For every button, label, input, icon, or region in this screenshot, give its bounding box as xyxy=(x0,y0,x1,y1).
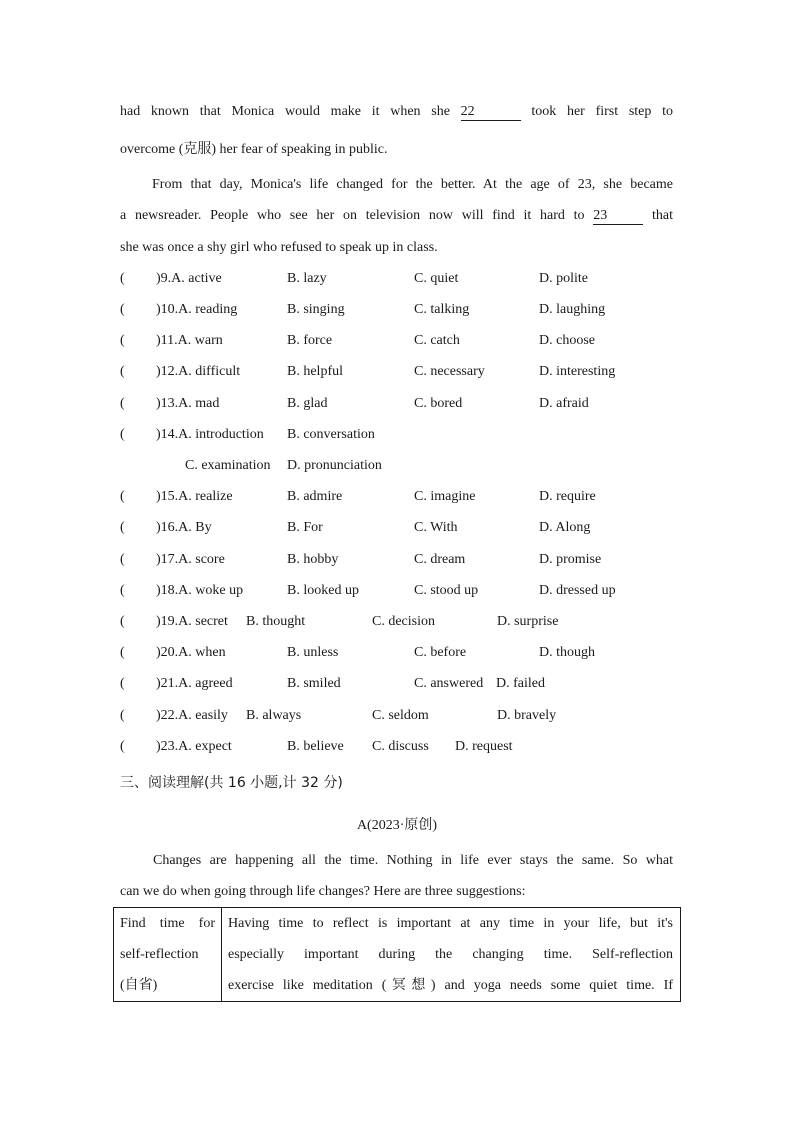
description-line: especially important during the changing time. Self-reflection xyxy=(228,947,673,962)
answer-blank-22: 22 xyxy=(461,104,521,121)
option-b: B. hobby xyxy=(287,552,339,567)
option-c: C. talking xyxy=(414,302,470,317)
intro-line-2: can we do when going through life changes? Here are three suggestions: xyxy=(120,884,526,899)
table-row xyxy=(114,908,681,1002)
option-c: C. stood up xyxy=(414,583,479,598)
option-a: )16.A. By xyxy=(156,520,212,535)
option-c: C. quiet xyxy=(414,271,459,286)
option-b: B. singing xyxy=(287,302,345,317)
answer-paren: ( xyxy=(120,645,125,660)
passage-line-3: From that day, Monica's life changed for the better. At the age of 23, she became xyxy=(152,177,673,192)
answer-paren: ( xyxy=(120,583,125,598)
option-c: C. imagine xyxy=(414,489,476,504)
option-b: B. believe xyxy=(287,739,344,754)
option-b: B. helpful xyxy=(287,364,343,379)
option-c: C. catch xyxy=(414,333,460,348)
answer-paren: ( xyxy=(120,271,125,286)
option-a: )18.A. woke up xyxy=(156,583,244,598)
option-d: D. interesting xyxy=(539,364,616,379)
option-a: )14.A. introduction xyxy=(156,427,264,442)
option-b: B. force xyxy=(287,333,333,348)
option-d: D. polite xyxy=(539,271,588,286)
suggestions-table xyxy=(113,907,681,1002)
answer-blank-23: 23 xyxy=(593,208,643,225)
option-b: B. always xyxy=(246,708,302,723)
option-b: B. unless xyxy=(287,645,339,660)
option-d: D. bravely xyxy=(497,708,557,723)
answer-paren: ( xyxy=(120,614,125,629)
option-d: D. require xyxy=(539,489,596,504)
option-a: )9.A. active xyxy=(156,271,222,286)
passage-line-4 xyxy=(120,207,673,225)
passage-line-4-post: that xyxy=(652,208,674,223)
answer-paren: ( xyxy=(120,676,125,691)
section-heading: 三、阅读理解(共 16 小题,计 32 分) xyxy=(120,775,343,791)
option-d: D. laughing xyxy=(539,302,606,317)
option-c: C. discuss xyxy=(372,739,429,754)
answer-paren: ( xyxy=(120,552,125,567)
table-cell-description xyxy=(222,908,681,1002)
option-a: )23.A. expect xyxy=(156,739,232,754)
option-c: C. answered xyxy=(414,676,484,691)
option-a: )10.A. reading xyxy=(156,302,238,317)
passage-line-4-pre: a newsreader. People who see her on television now will find it hard to xyxy=(120,208,585,223)
passage-subtitle: A(2023·原创) xyxy=(356,818,438,833)
passage-line-2: overcome (克服) her fear of speaking in public. xyxy=(120,142,388,157)
option-d: D. dressed up xyxy=(539,583,616,598)
option-c: C. With xyxy=(414,520,458,535)
option-d: D. failed xyxy=(496,676,545,691)
option-c: C. bored xyxy=(414,396,463,411)
option-b: B. For xyxy=(287,520,323,535)
option-a: )22.A. easily xyxy=(156,708,228,723)
answer-paren: ( xyxy=(120,489,125,504)
topic-line: self-reflection xyxy=(120,947,199,962)
option-b: B. looked up xyxy=(287,583,359,598)
passage-line-1-pre: had known that Monica would make it when she xyxy=(120,104,450,119)
answer-paren: ( xyxy=(120,396,125,411)
passage-line-1 xyxy=(120,103,673,121)
description-line: Having time to reflect is important at any time in your life, but it's xyxy=(228,916,673,931)
answer-paren: ( xyxy=(120,708,125,723)
option-d: D. afraid xyxy=(539,396,589,411)
option-c: C. examination xyxy=(185,458,271,473)
option-a: )12.A. difficult xyxy=(156,364,241,379)
option-c: C. necessary xyxy=(414,364,485,379)
option-d: D. surprise xyxy=(497,614,559,629)
passage-line-1-post: took her first step to xyxy=(531,104,673,119)
answer-paren: ( xyxy=(120,333,125,348)
option-d: D. pronunciation xyxy=(287,458,382,473)
option-a: )20.A. when xyxy=(156,645,226,660)
answer-paren: ( xyxy=(120,427,125,442)
option-c: C. dream xyxy=(414,552,466,567)
answer-paren: ( xyxy=(120,364,125,379)
option-b: B. smiled xyxy=(287,676,341,691)
option-a: )13.A. mad xyxy=(156,396,220,411)
table-cell-topic xyxy=(114,908,222,1002)
option-b: B. thought xyxy=(246,614,306,629)
option-a: )15.A. realize xyxy=(156,489,233,504)
option-a: )21.A. agreed xyxy=(156,676,233,691)
option-d: D. Along xyxy=(539,520,591,535)
option-d: D. request xyxy=(455,739,513,754)
option-b: B. conversation xyxy=(287,427,375,442)
option-a: )17.A. score xyxy=(156,552,225,567)
answer-paren: ( xyxy=(120,739,125,754)
intro-line-1: Changes are happening all the time. Nothing in life ever stays the same. So what xyxy=(153,853,673,868)
answer-paren: ( xyxy=(120,520,125,535)
option-c: C. decision xyxy=(372,614,435,629)
option-d: D. though xyxy=(539,645,595,660)
answer-paren: ( xyxy=(120,302,125,317)
option-b: B. glad xyxy=(287,396,328,411)
description-line: exercise like meditation (冥想) and yoga needs some quiet time. If xyxy=(228,978,673,993)
option-c: C. seldom xyxy=(372,708,429,723)
option-b: B. admire xyxy=(287,489,343,504)
option-a: )19.A. secret xyxy=(156,614,228,629)
topic-line: (自省) xyxy=(120,978,158,993)
topic-line: Find time for xyxy=(120,916,215,931)
option-d: D. choose xyxy=(539,333,595,348)
option-c: C. before xyxy=(414,645,467,660)
option-a: )11.A. warn xyxy=(156,333,223,348)
option-d: D. promise xyxy=(539,552,602,567)
passage-line-5: she was once a shy girl who refused to speak up in class. xyxy=(120,240,438,255)
option-b: B. lazy xyxy=(287,271,327,286)
